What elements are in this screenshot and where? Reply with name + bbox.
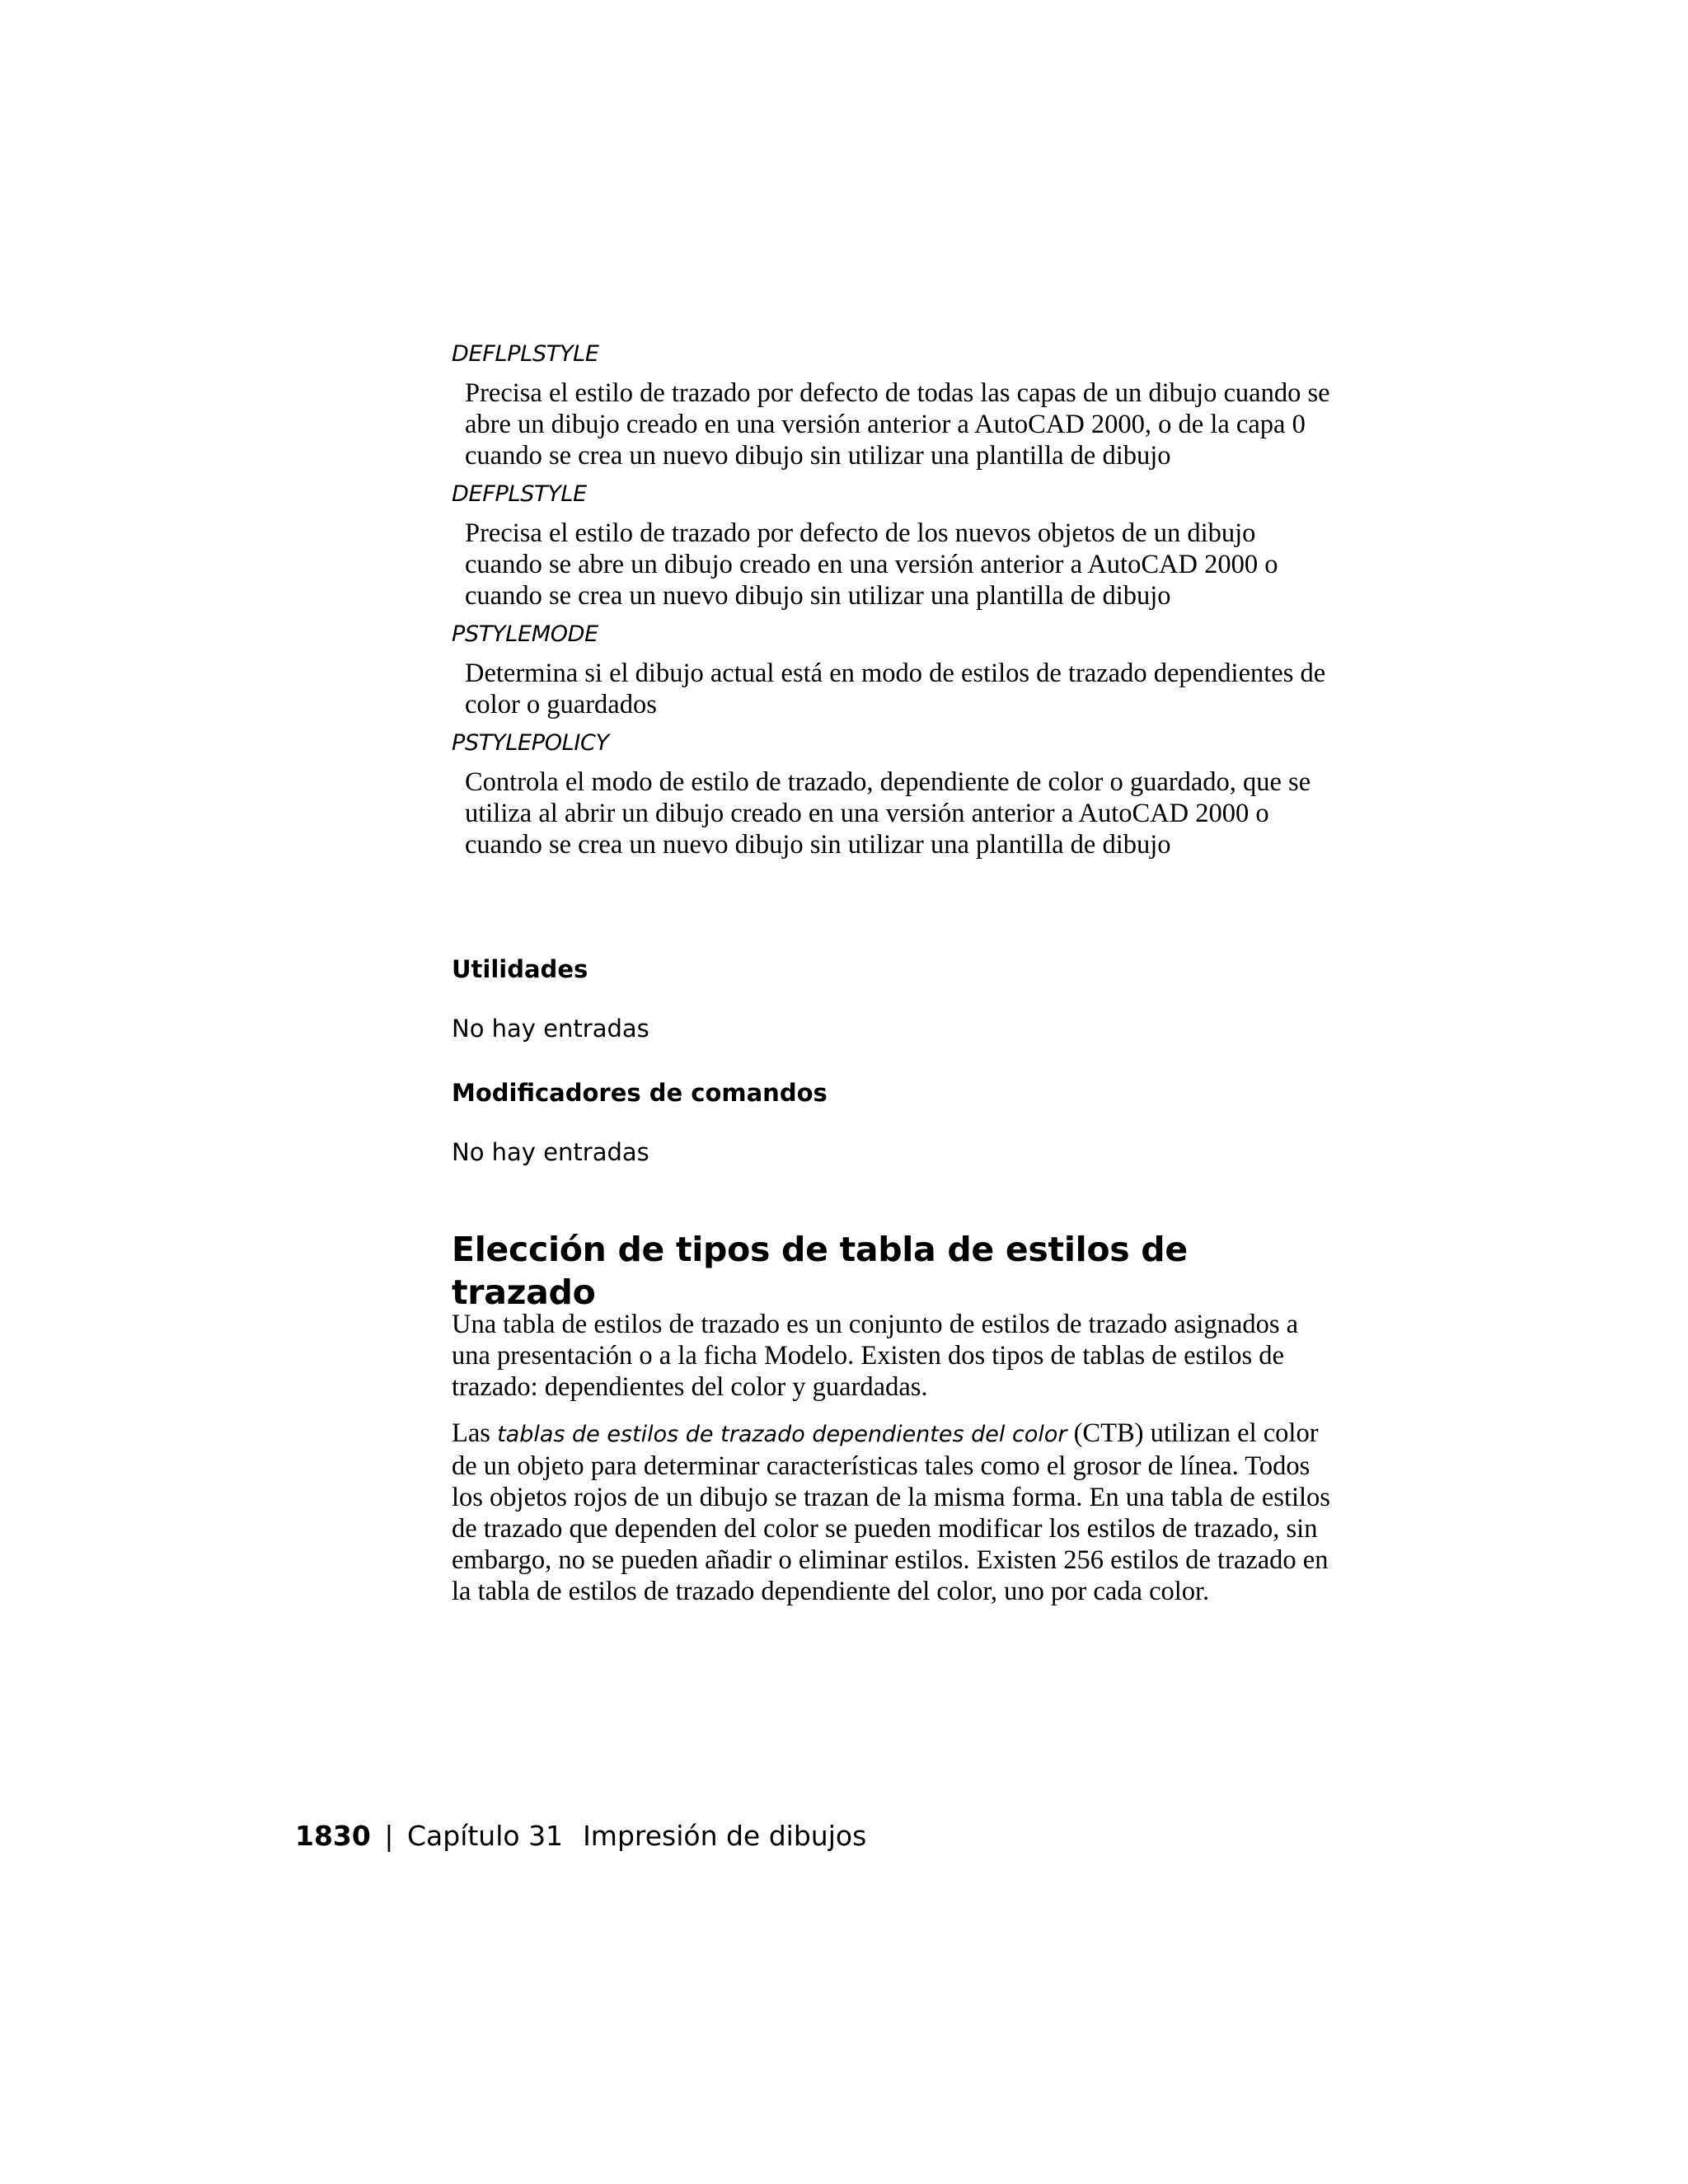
sysvar-list bbox=[452, 340, 1334, 869]
sysvar-name: PSTYLEPOLICY bbox=[452, 730, 609, 756]
modifiers-body bbox=[452, 1136, 1334, 1169]
paragraph-rest: (CTB) utilizan el color de un objeto para determinar características tales como el grosor de línea. Todos los objetos rojos de un dibujo se trazan de la misma forma. En una tabla de estilos de trazado que dependen del color se pueden modificar los estilos de trazado, sin embargo, no se pueden añadir o eliminar estilos. Existen 256 estilos de trazado en la tabla de estilos de trazado dependiente del color, uno por cada color. bbox=[452, 1418, 1330, 1606]
utilities-heading: Utilidades bbox=[452, 955, 588, 983]
utilities-section bbox=[452, 953, 1334, 986]
modifiers-heading: Modificadores de comandos bbox=[452, 1079, 828, 1107]
section-body bbox=[452, 1309, 1334, 1403]
modifiers-section bbox=[452, 1076, 1334, 1109]
chapter-label: Capítulo 31 bbox=[406, 1820, 564, 1852]
sysvar-description: Precisa el estilo de trazado por defecto de los nuevos objetos de un dibujo cuando se abre un dibujo creado en una versión anterior a AutoCAD 2000 o cuando se crea un nuevo dibujo sin utilizar una plantilla de dibujo bbox=[465, 518, 1278, 611]
paragraph-prefix: Las bbox=[452, 1418, 498, 1448]
sysvar-entry bbox=[452, 620, 1334, 720]
modifiers-text: No hay entradas bbox=[452, 1138, 649, 1166]
paragraph: Una tabla de estilos de trazado es un conjunto de estilos de trazado asignados a una presentación o a la ficha Modelo. Existen dos tipos de tablas de estilos de trazado: dependientes del color y guardadas. bbox=[452, 1310, 1299, 1402]
sysvar-description: Controla el modo de estilo de trazado, dependiente de color o guardado, que se utiliza al abrir un dibujo creado en una versión anterior a AutoCAD 2000 o cuando se crea un nuevo dibujo sin utilizar una plantilla de dibujo bbox=[465, 767, 1311, 860]
sysvar-entry bbox=[452, 340, 1334, 471]
term-emphasis: tablas de estilos de trazado dependientes del color bbox=[497, 1422, 1067, 1447]
utilities-text: No hay entradas bbox=[452, 1015, 649, 1043]
chapter-title: Impresión de dibujos bbox=[583, 1820, 867, 1852]
sysvar-name: DEFPLSTYLE bbox=[452, 481, 587, 507]
section-title: Elección de tipos de tabla de estilos de trazado bbox=[452, 1230, 1188, 1312]
page-number: 1830 bbox=[295, 1820, 371, 1852]
section-title-wrap bbox=[452, 1228, 1334, 1314]
section-body-2 bbox=[452, 1418, 1334, 1607]
paragraph bbox=[452, 1418, 1338, 1607]
sysvar-name: DEFLPLSTYLE bbox=[452, 341, 599, 367]
sysvar-name: PSTYLEMODE bbox=[452, 621, 598, 647]
page-footer bbox=[295, 1818, 866, 1854]
sysvar-description: Precisa el estilo de trazado por defecto de todas las capas de un dibujo cuando se abre un dibujo creado en una versión anterior a AutoCAD 2000, o de la capa 0 cuando se crea un nuevo dibujo sin utilizar una plantilla de dibujo bbox=[465, 378, 1330, 471]
utilities-body bbox=[452, 1012, 1334, 1045]
sysvar-entry bbox=[452, 729, 1334, 860]
footer-separator: | bbox=[384, 1820, 394, 1852]
sysvar-description: Determina si el dibujo actual está en modo de estilos de trazado dependientes de color o guardados bbox=[465, 658, 1326, 719]
sysvar-entry bbox=[452, 480, 1334, 612]
